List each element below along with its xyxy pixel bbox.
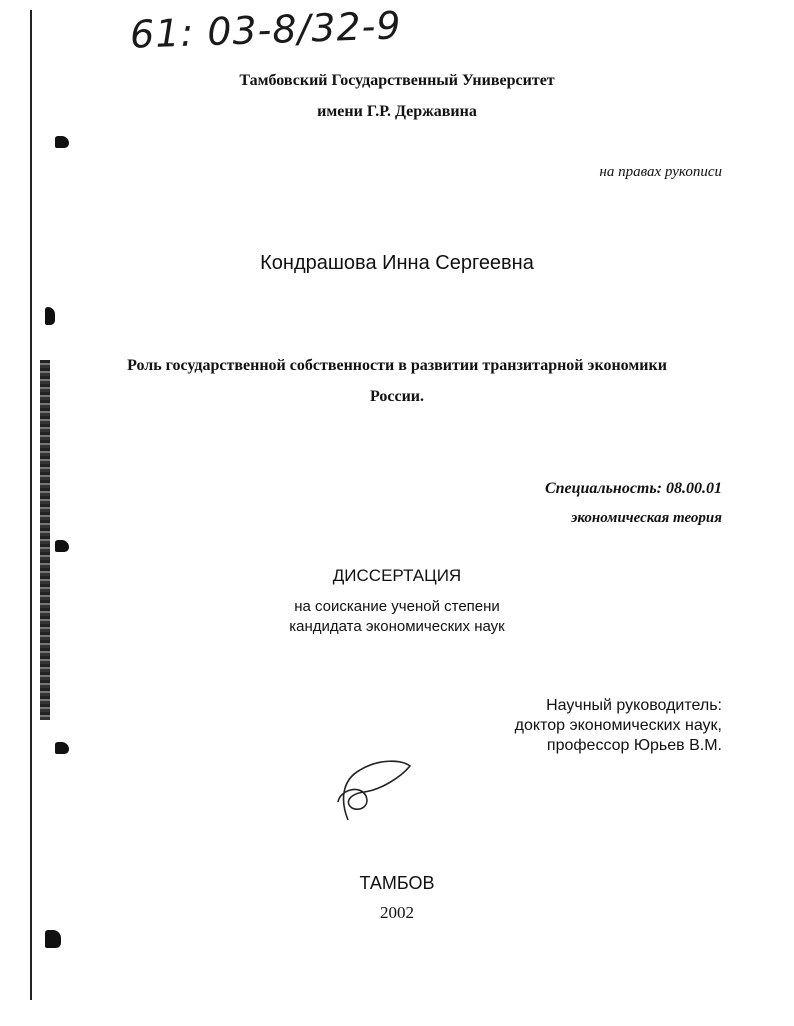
author-name: Кондрашова Инна Сергеевна — [260, 252, 534, 274]
punch-hole-mark — [45, 930, 61, 948]
year: 2002 — [380, 903, 414, 922]
punch-hole-mark — [55, 540, 69, 552]
document-type-heading: ДИССЕРТАЦИЯ — [332, 566, 462, 585]
specialty-name: экономическая теория — [571, 510, 722, 526]
specialty-code: Специальность: 08.00.01 — [544, 480, 722, 497]
manuscript-note: на правах рукописи — [599, 164, 722, 180]
supervisor-degree: доктор экономических наук, — [514, 717, 722, 734]
dissertation-title-line2: России. — [369, 388, 424, 405]
degree-line: на соискание ученой степени — [294, 598, 500, 615]
punch-hole-mark — [55, 136, 69, 148]
punch-hole-mark — [55, 742, 69, 754]
dissertation-title: Роль государственной собственности в развитии транзитарной экономики — [127, 357, 667, 374]
archive-stamp: 61: 03-8/32-9 — [129, 3, 403, 57]
university-name: Тамбовский Государственный Университет — [239, 72, 555, 89]
supervisor-name: профессор Юрьев В.М. — [546, 737, 722, 754]
punch-hole-mark — [45, 307, 55, 325]
scan-artifact-strip — [40, 360, 50, 720]
handwritten-signature — [330, 750, 420, 830]
city: ТАМБОВ — [359, 873, 435, 893]
scan-edge-line — [30, 10, 32, 1000]
supervisor-label: Научный руководитель: — [546, 697, 722, 714]
university-name-line2: имени Г.Р. Державина — [317, 103, 477, 120]
degree-line2: кандидата экономических наук — [289, 618, 505, 635]
